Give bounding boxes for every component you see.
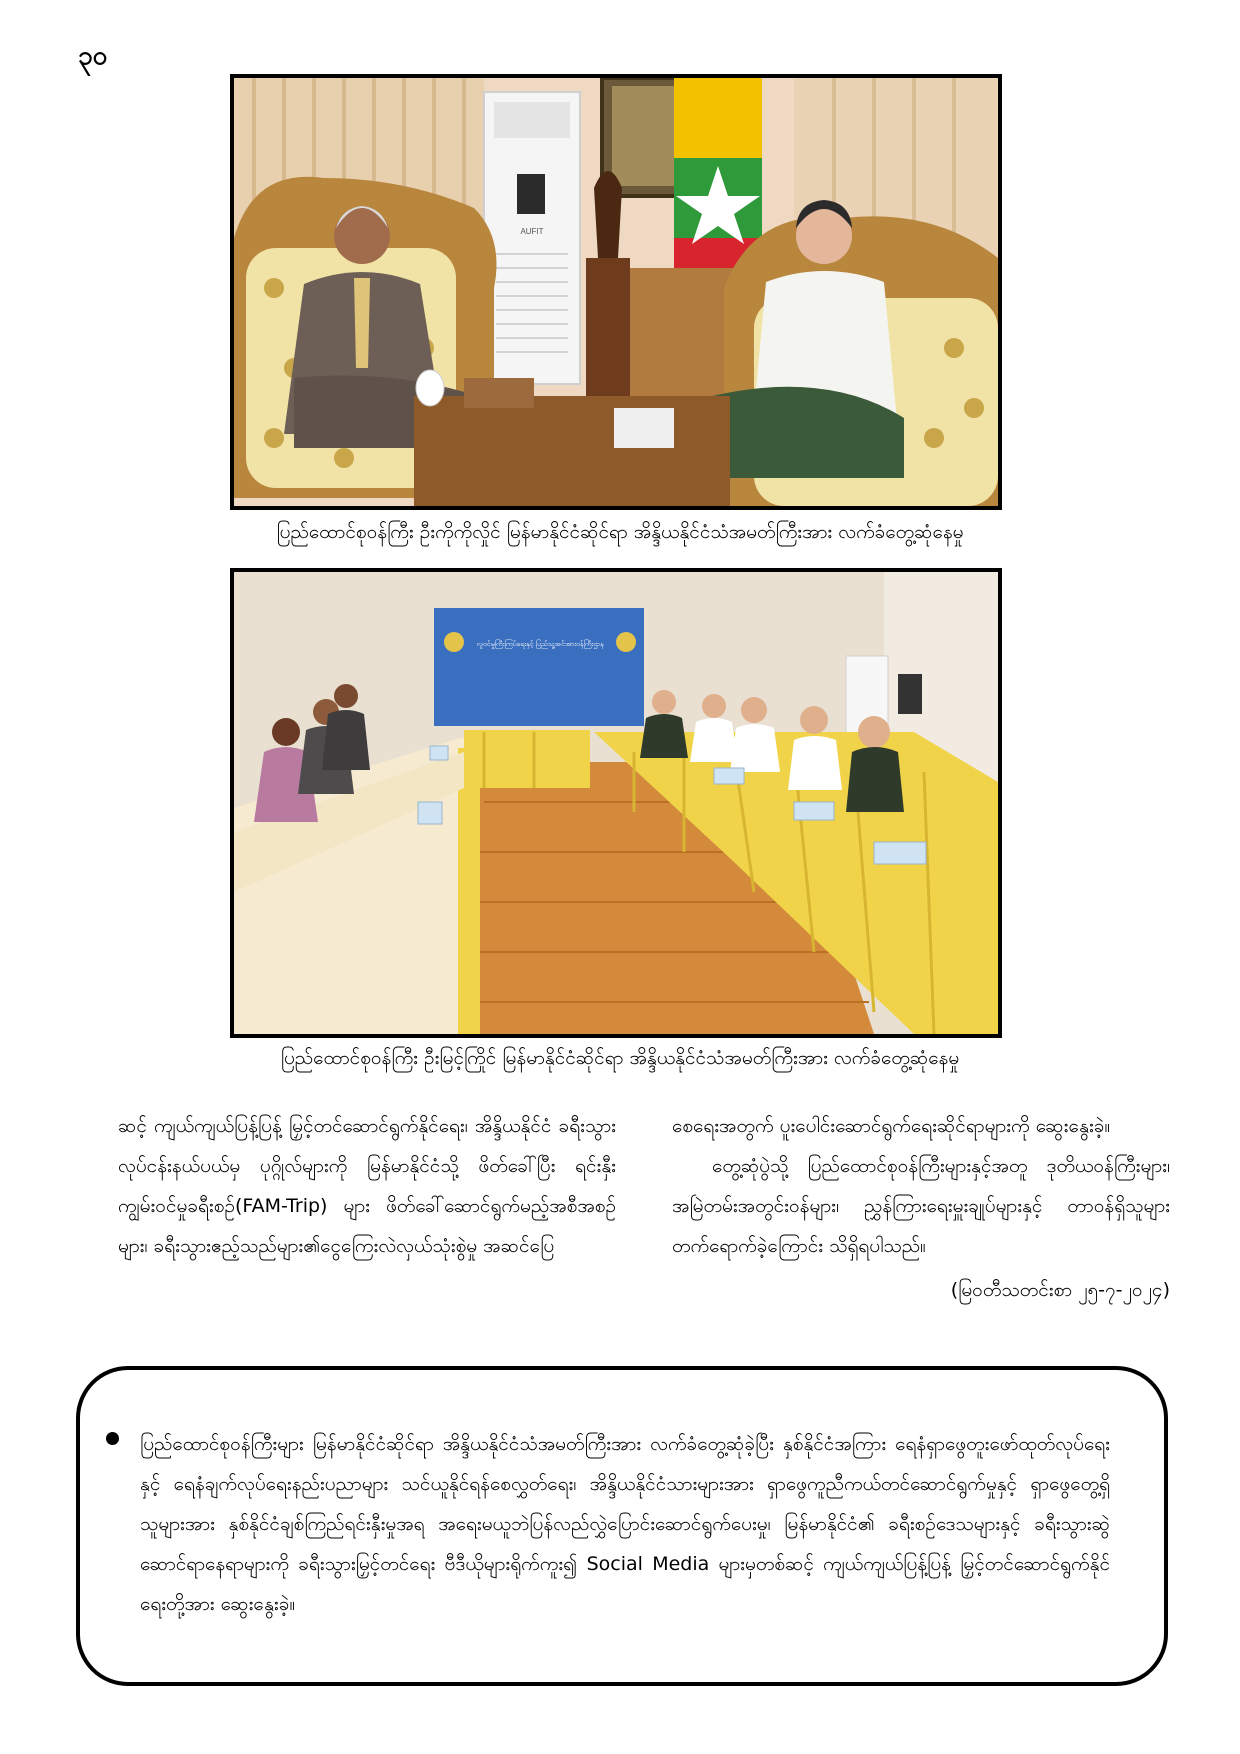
ministry-banner: [434, 608, 644, 726]
summary-box: [76, 1366, 1168, 1686]
news-source: (မြဝတီသတင်းစာ ၂၅-၇-၂၀၂၄): [950, 1279, 1170, 1301]
article-paragraph-left: ဆင့် ကျယ်ကျယ်ပြန့်ပြန့် မြှင့်တင်ဆောင်ရွက်နိုင်ရေး၊ အိန္ဒိယနိုင်ငံ ခရီးသွားလုပ်ငန်းနယ်ပယ်မှ ပုဂ္ဂိုလ်များကို မြန်မာနိုင်ငံသို့ ဖိတ်ခေါ်ပြီး ရင်းနှီးကျွမ်းဝင်မှုခရီးစဉ်(FAM-Trip) များ ဖိတ်ခေါ်ဆောင်ရွက်မည့်အစီအစဉ်များ၊ ခရီးသွားဧည့်သည်များ၏ငွေကြေးလဲလှယ်သုံးစွဲမှု အဆင်ပြေ: [118, 1115, 616, 1257]
meeting-photo-2-illustration: [234, 572, 998, 1034]
meeting-photo-2: [230, 568, 1002, 1038]
article-column-left: [118, 1106, 616, 1266]
article-paragraph-right-2: တွေ့ဆုံပွဲသို့ ပြည်ထောင်စုဝန်ကြီးများနှင့်အတူ ဒုတိယဝန်ကြီးများ၊ အမြဲတမ်းအတွင်းဝန်များ၊ ညွှန်ကြားရေးမှူးချုပ်များနှင့် တာဝန်ရှိသူများ တက်ရောက်ခဲ့ကြောင်း သိရှိရပါသည်။: [672, 1155, 1170, 1257]
aircon-brand-label: AUFIT: [520, 227, 544, 236]
emblem-right-icon: [616, 632, 636, 652]
page-number: ၃၀: [78, 41, 108, 71]
article-column-right: [672, 1106, 1170, 1310]
banner-text: လူဝင်မှုကြီးကြပ်ရေးနှင့် ပြည်သူ့အင်အားဝန်ကြီးဌာန: [476, 640, 604, 648]
meeting-photo-1-illustration: [234, 78, 998, 506]
meeting-photo-1: [230, 74, 1002, 510]
air-conditioner: [484, 92, 580, 384]
photo-2-caption: ပြည်ထောင်စုဝန်ကြီး ဦးမြင့်ကြိုင် မြန်မာနိုင်ငံဆိုင်ရာ အိန္ဒိယနိုင်ငံသံအမတ်ကြီးအား လက်ခံတွေ့ဆုံနေမှု: [280, 1047, 960, 1069]
photo-1-caption: ပြည်ထောင်စုဝန်ကြီး ဦးကိုကိုလှိုင် မြန်မာနိုင်ငံဆိုင်ရာ အိန္ဒိယနိုင်ငံသံအမတ်ကြီးအား လက်ခံတွေ့ဆုံနေမှု: [276, 521, 964, 543]
article-paragraph-right-1: စေရေးအတွက် ပူးပေါင်းဆောင်ရွက်ရေးဆိုင်ရာများကို ဆွေးနွေးခဲ့။: [672, 1115, 1111, 1137]
summary-text: ပြည်ထောင်စုဝန်ကြီးများ မြန်မာနိုင်ငံဆိုင်ရာ အိန္ဒိယနိုင်ငံသံအမတ်ကြီးအား လက်ခံတွေ့ဆုံခဲ့ပြီး နှစ်နိုင်ငံအကြား ရေနံရှာဖွေတူးဖော်ထုတ်လုပ်ရေးနှင့် ရေနံချက်လုပ်ရေးနည်းပညာများ သင်ယူနိုင်ရန်စေလွှတ်ရေး၊ အိန္ဒိယနိုင်ငံသားများအား ရှာဖွေကူညီကယ်တင်ဆောင်ရွက်မှုနှင့် ရှာဖွေတွေ့ရှိသူများအား နှစ်နိုင်ငံချစ်ကြည်ရင်းနှီးမှုအရ အရေးမယူဘဲပြန်လည်လွှဲပြောင်းဆောင်ရွက်ပေးမှု၊ မြန်မာနိုင်ငံ၏ ခရီးစဉ်ဒေသများနှင့် ခရီးသွားဆွဲဆောင်ရာနေရာများကို ခရီးသွားမြှင့်တင်ရေး ဗီဒီယိုများရိုက်ကူး၍ Social Media များမှတစ်ဆင့် ကျယ်ကျယ်ပြန့်ပြန့် မြှင့်တင်ဆောင်ရွက်နိုင်ရေးတို့အား ဆွေးနွေးခဲ့။: [140, 1433, 1110, 1615]
speaker: [898, 674, 922, 714]
bullet-icon: [106, 1432, 119, 1445]
emblem-left-icon: [444, 632, 464, 652]
